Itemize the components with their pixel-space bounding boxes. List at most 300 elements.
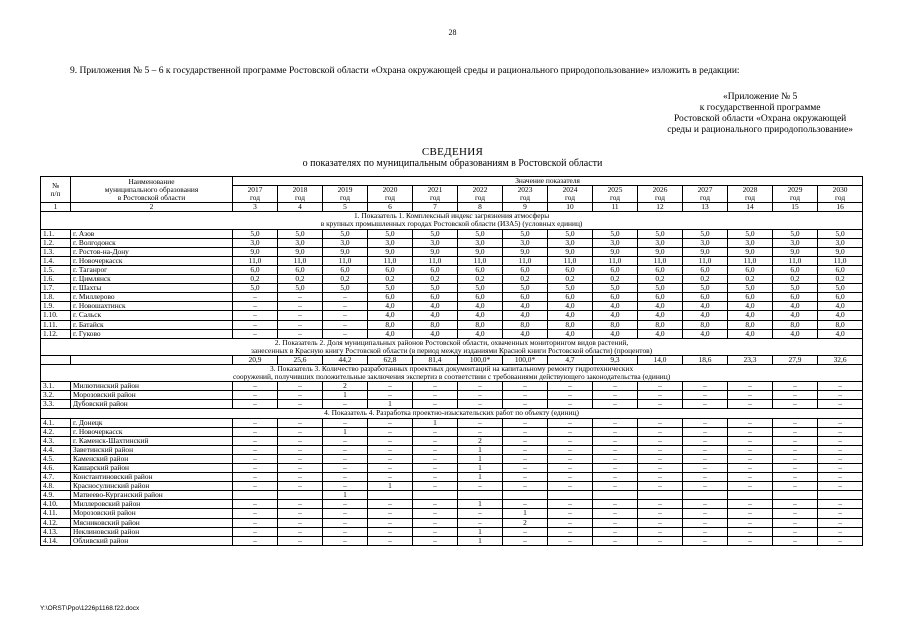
value-cell: 6,0 — [638, 265, 683, 274]
value-cell: 4,0 — [683, 302, 728, 311]
row-name-cell: Миллеровский район — [71, 500, 233, 509]
value-cell: – — [278, 436, 323, 445]
value-cell: 6,0 — [413, 265, 458, 274]
value-cell: 3,0 — [548, 238, 593, 247]
value-cell: 6,0 — [818, 265, 863, 274]
value-cell: 11,0 — [323, 256, 368, 265]
value-cell: – — [773, 382, 818, 391]
value-cell: 5,0 — [548, 284, 593, 293]
value-cell: 4,0 — [818, 329, 863, 338]
value-cell: – — [278, 454, 323, 463]
value-cell: 3,0 — [638, 238, 683, 247]
year-label: 2028 — [742, 185, 758, 195]
value-cell: – — [323, 320, 368, 329]
row-number-cell: 1.9. — [41, 302, 71, 311]
value-cell: 0,2 — [773, 275, 818, 284]
value-cell: – — [323, 482, 368, 491]
value-cell: 6,0 — [233, 265, 278, 274]
column-index-cell: 11 — [593, 203, 638, 212]
value-cell: – — [413, 482, 458, 491]
value-cell: 6,0 — [413, 293, 458, 302]
row-number-cell: 1.4. — [41, 256, 71, 265]
value-cell: 14,0 — [638, 355, 683, 364]
value-cell: – — [818, 391, 863, 400]
column-index-cell: 10 — [548, 203, 593, 212]
value-cell: – — [233, 500, 278, 509]
value-cell: – — [593, 500, 638, 509]
value-cell: 1 — [368, 482, 413, 491]
value-cell: – — [548, 536, 593, 545]
value-cell: 11,0 — [683, 256, 728, 265]
value-cell: – — [728, 382, 773, 391]
value-cell: – — [278, 400, 323, 409]
table-row — [41, 509, 863, 518]
value-cell: – — [233, 293, 278, 302]
section-title-cell: 2. Показатель 2. Доля муниципальных районов Ростовской области, охваченных мониторингом видов растений, занесенных в Красную книгу Ростовской области (в период между изданиями Красной книги Ростовской области) (процентов) — [41, 338, 863, 355]
value-cell: 6,0 — [728, 293, 773, 302]
value-cell: – — [323, 293, 368, 302]
value-cell: – — [548, 427, 593, 436]
year-label: 2023 — [517, 185, 533, 195]
value-cell: – — [503, 382, 548, 391]
value-cell: 8,0 — [773, 320, 818, 329]
value-cell — [413, 491, 458, 500]
year-label: 2018 — [292, 185, 308, 195]
value-cell: – — [773, 427, 818, 436]
value-cell: 9,0 — [683, 247, 728, 256]
value-cell: – — [233, 482, 278, 491]
value-cell — [728, 491, 773, 500]
row-name-cell: Константиновский район — [71, 473, 233, 482]
value-cell: 4,0 — [503, 311, 548, 320]
value-cell: 4,0 — [548, 329, 593, 338]
value-cell: 5,0 — [683, 229, 728, 238]
row-number-cell: 4.13. — [41, 527, 71, 536]
value-cell — [278, 491, 323, 500]
value-cell: 11,0 — [503, 256, 548, 265]
value-cell: – — [638, 473, 683, 482]
value-cell: – — [323, 454, 368, 463]
value-cell: – — [413, 464, 458, 473]
value-cell: – — [683, 454, 728, 463]
row-number-cell: 4.11. — [41, 509, 71, 518]
value-cell: 9,0 — [773, 247, 818, 256]
value-cell: 4,0 — [773, 311, 818, 320]
value-cell: 5,0 — [323, 284, 368, 293]
value-cell: 6,0 — [548, 293, 593, 302]
value-cell: – — [413, 382, 458, 391]
row-number-cell: 1.11. — [41, 320, 71, 329]
value-cell: – — [818, 464, 863, 473]
year-unit: год — [835, 193, 846, 203]
row-name-cell: Кашарский район — [71, 464, 233, 473]
value-cell: – — [413, 436, 458, 445]
subtitle: о показателях по муниципальным образованиям в Ростовской области — [302, 158, 603, 169]
row-name-cell: г. Волгодонск — [71, 238, 233, 247]
value-cell: – — [278, 311, 323, 320]
value-cell: 11,0 — [458, 256, 503, 265]
row-name-cell: Заветинский район — [71, 445, 233, 454]
column-index-cell: 1 — [41, 203, 71, 212]
header-year-cell — [323, 186, 368, 203]
value-cell: – — [638, 436, 683, 445]
value-cell: – — [503, 464, 548, 473]
value-cell: 1 — [458, 445, 503, 454]
value-cell: – — [683, 509, 728, 518]
year-unit: год — [429, 193, 441, 203]
section-title-row — [41, 409, 863, 418]
value-cell: 6,0 — [458, 293, 503, 302]
header-num-cell: № п/п — [41, 177, 71, 203]
value-cell: 0,2 — [278, 275, 323, 284]
value-cell: – — [233, 418, 278, 427]
year-unit: год — [564, 193, 576, 203]
row-name-cell: Морозовский район — [71, 509, 233, 518]
table-row — [41, 391, 863, 400]
value-cell: – — [368, 536, 413, 545]
value-cell: – — [728, 482, 773, 491]
section-title-cell: 1. Показатель 1. Комплексный индекс загрязнения атмосферы в крупных промышленных городах Ростовской области (ИЗА5) (условных единиц) — [41, 212, 863, 229]
value-cell: 9,0 — [503, 247, 548, 256]
value-cell: – — [773, 527, 818, 536]
value-cell: – — [233, 464, 278, 473]
value-cell: – — [773, 418, 818, 427]
value-cell: 2 — [323, 382, 368, 391]
value-cell: – — [728, 427, 773, 436]
value-cell: – — [818, 536, 863, 545]
value-cell: 3,0 — [413, 238, 458, 247]
table-row — [41, 382, 863, 391]
value-cell: 3,0 — [818, 238, 863, 247]
table-row — [41, 482, 863, 491]
value-cell: 4,0 — [503, 329, 548, 338]
value-cell: 8,0 — [368, 320, 413, 329]
value-cell: – — [233, 454, 278, 463]
value-cell: 1 — [323, 391, 368, 400]
value-cell: 6,0 — [593, 265, 638, 274]
value-cell: – — [728, 400, 773, 409]
appendix-line: «Приложение № 5 — [722, 92, 798, 102]
value-cell: – — [413, 445, 458, 454]
value-cell: – — [548, 445, 593, 454]
value-cell — [638, 491, 683, 500]
year-unit: год — [339, 193, 351, 203]
value-cell: – — [548, 454, 593, 463]
value-cell: 1 — [458, 527, 503, 536]
row-number-cell: 1.1. — [41, 229, 71, 238]
year-unit: год — [474, 193, 486, 203]
row-name-cell: г. Донецк — [71, 418, 233, 427]
value-cell: – — [323, 329, 368, 338]
value-cell: – — [728, 536, 773, 545]
value-cell: – — [593, 473, 638, 482]
value-cell: – — [368, 391, 413, 400]
value-cell: 3,0 — [368, 238, 413, 247]
value-cell: 8,0 — [593, 320, 638, 329]
value-cell: – — [638, 445, 683, 454]
value-cell: – — [548, 518, 593, 527]
table-row — [41, 418, 863, 427]
value-cell: – — [278, 427, 323, 436]
value-cell: – — [368, 464, 413, 473]
value-cell: – — [548, 473, 593, 482]
table-body — [41, 177, 863, 546]
value-cell: – — [233, 302, 278, 311]
header-name-cell: Наименование муниципального образования в Ростовской области — [71, 177, 233, 203]
value-cell: – — [323, 527, 368, 536]
value-cell: – — [278, 536, 323, 545]
value-cell: – — [728, 445, 773, 454]
value-cell: 4,0 — [548, 311, 593, 320]
value-cell: 11,0 — [638, 256, 683, 265]
value-cell: 0,2 — [548, 275, 593, 284]
row-name-cell: Красносулинский район — [71, 482, 233, 491]
value-cell: – — [458, 509, 503, 518]
value-cell: – — [593, 427, 638, 436]
value-cell: – — [278, 464, 323, 473]
value-cell: 27,9 — [773, 355, 818, 364]
value-cell: – — [638, 400, 683, 409]
value-cell: 0,2 — [683, 275, 728, 284]
value-cell: – — [233, 320, 278, 329]
row-number-cell: 4.12. — [41, 518, 71, 527]
value-cell: – — [683, 527, 728, 536]
value-cell: 11,0 — [773, 256, 818, 265]
table-row — [41, 536, 863, 545]
value-cell: 6,0 — [458, 265, 503, 274]
table-row — [41, 302, 863, 311]
year-label: 2027 — [697, 185, 713, 195]
value-cell: 100,0* — [458, 355, 503, 364]
value-cell: – — [818, 418, 863, 427]
value-cell: – — [278, 320, 323, 329]
value-cell: 9,0 — [413, 247, 458, 256]
column-index-cell: 9 — [503, 203, 548, 212]
value-cell: 5,0 — [368, 229, 413, 238]
value-cell: 3,0 — [683, 238, 728, 247]
value-cell: 4,7 — [548, 355, 593, 364]
value-cell: – — [593, 445, 638, 454]
value-cell: 81,4 — [413, 355, 458, 364]
table-row — [41, 256, 863, 265]
table-row — [41, 518, 863, 527]
year-unit: год — [294, 193, 306, 203]
value-cell: – — [458, 382, 503, 391]
row-number-cell: 3.2. — [41, 391, 71, 400]
value-cell: 1 — [458, 500, 503, 509]
value-cell: 9,3 — [593, 355, 638, 364]
appendix-line: среды и рационального природопользование» — [667, 125, 853, 135]
value-cell: – — [233, 311, 278, 320]
value-cell: – — [683, 436, 728, 445]
file-path-footer: Y:\ORST\Ppo\1226p1168.f22.docx — [40, 605, 140, 612]
value-cell: – — [818, 500, 863, 509]
value-cell: – — [818, 382, 863, 391]
value-cell: – — [773, 436, 818, 445]
row-name-cell: Дубовский район — [71, 400, 233, 409]
value-cell: – — [638, 500, 683, 509]
value-cell: – — [683, 518, 728, 527]
row-number-cell: 1.5. — [41, 265, 71, 274]
value-cell: – — [368, 527, 413, 536]
column-index-cell: 4 — [278, 203, 323, 212]
value-cell: – — [233, 509, 278, 518]
value-cell: – — [548, 418, 593, 427]
value-cell: – — [728, 500, 773, 509]
value-cell: 9,0 — [278, 247, 323, 256]
value-cell: 9,0 — [458, 247, 503, 256]
value-cell: 11,0 — [278, 256, 323, 265]
value-cell: – — [278, 382, 323, 391]
value-cell: – — [368, 436, 413, 445]
value-cell: – — [773, 464, 818, 473]
column-index-cell: 13 — [683, 203, 728, 212]
value-cell: 5,0 — [458, 284, 503, 293]
value-cell: 5,0 — [818, 229, 863, 238]
value-cell: – — [548, 464, 593, 473]
value-cell: 5,0 — [683, 284, 728, 293]
table-row — [41, 355, 863, 364]
value-cell: 4,0 — [458, 329, 503, 338]
table-row — [41, 400, 863, 409]
row-name-cell: г. Шахты — [71, 284, 233, 293]
row-name-cell: г. Азов — [71, 229, 233, 238]
value-cell: 4,0 — [413, 311, 458, 320]
value-cell — [233, 491, 278, 500]
year-unit: год — [609, 193, 621, 203]
row-number-cell: 1.10. — [41, 311, 71, 320]
year-label: 2017 — [247, 185, 263, 195]
value-cell: 4,0 — [593, 329, 638, 338]
value-cell: – — [818, 436, 863, 445]
value-cell: – — [278, 527, 323, 536]
row-number-cell: 4.6. — [41, 464, 71, 473]
value-cell: 4,0 — [773, 302, 818, 311]
year-unit: год — [654, 193, 666, 203]
value-cell: – — [323, 536, 368, 545]
value-cell: 5,0 — [593, 229, 638, 238]
header-year-cell — [503, 186, 548, 203]
section-title-row — [41, 338, 863, 355]
value-cell: 9,0 — [323, 247, 368, 256]
value-cell: – — [773, 400, 818, 409]
value-cell: – — [728, 473, 773, 482]
row-number-cell: 1.12. — [41, 329, 71, 338]
value-cell: 6,0 — [818, 293, 863, 302]
value-cell: 8,0 — [683, 320, 728, 329]
row-number-cell: 4.10. — [41, 500, 71, 509]
value-cell: – — [683, 464, 728, 473]
value-cell: 100,0* — [503, 355, 548, 364]
year-label: 2029 — [787, 185, 803, 195]
row-number-cell: 4.14. — [41, 536, 71, 545]
value-cell: – — [638, 382, 683, 391]
value-cell: 11,0 — [233, 256, 278, 265]
value-cell: – — [548, 482, 593, 491]
row-name-cell: г. Каменск-Шахтинский — [71, 436, 233, 445]
year-label: 2026 — [652, 185, 668, 195]
row-name-cell: г. Цимлянск — [71, 275, 233, 284]
value-cell: 0,2 — [368, 275, 413, 284]
row-number-cell: 1.2. — [41, 238, 71, 247]
value-cell: 6,0 — [638, 293, 683, 302]
value-cell: 9,0 — [548, 247, 593, 256]
column-index-cell: 5 — [323, 203, 368, 212]
header-year-cell — [368, 186, 413, 203]
year-label: 2024 — [562, 185, 578, 195]
value-cell: – — [548, 436, 593, 445]
row-name-cell: г. Сальск — [71, 311, 233, 320]
column-index-cell: 14 — [728, 203, 773, 212]
value-cell: 5,0 — [773, 229, 818, 238]
value-cell: – — [278, 302, 323, 311]
value-cell: – — [323, 311, 368, 320]
value-cell: 0,2 — [818, 275, 863, 284]
appendix-line: Ростовской области «Охрана окружающей — [673, 114, 847, 124]
value-cell: – — [593, 418, 638, 427]
value-cell: 4,0 — [638, 302, 683, 311]
value-cell: 1 — [368, 400, 413, 409]
value-cell: – — [458, 482, 503, 491]
value-cell: – — [683, 445, 728, 454]
value-cell: 20,9 — [233, 355, 278, 364]
value-cell: – — [683, 382, 728, 391]
value-cell: – — [323, 418, 368, 427]
column-index-cell: 6 — [368, 203, 413, 212]
value-cell: – — [458, 391, 503, 400]
value-cell: 32,6 — [818, 355, 863, 364]
value-cell — [548, 491, 593, 500]
value-cell: – — [503, 454, 548, 463]
value-cell: 44,2 — [323, 355, 368, 364]
value-cell: 5,0 — [773, 284, 818, 293]
value-cell: 6,0 — [323, 265, 368, 274]
value-cell: 11,0 — [368, 256, 413, 265]
year-unit: год — [519, 193, 531, 203]
value-cell: – — [593, 391, 638, 400]
value-cell: – — [278, 509, 323, 518]
value-cell: – — [683, 391, 728, 400]
column-index-cell: 16 — [818, 203, 863, 212]
value-cell: 3,0 — [773, 238, 818, 247]
value-cell: 2 — [503, 518, 548, 527]
row-number-cell: 3.3. — [41, 400, 71, 409]
value-cell: – — [638, 464, 683, 473]
value-cell — [773, 491, 818, 500]
value-cell: – — [593, 436, 638, 445]
value-cell: 0,2 — [323, 275, 368, 284]
value-cell: 3,0 — [728, 238, 773, 247]
value-cell: 6,0 — [683, 265, 728, 274]
value-cell: – — [638, 391, 683, 400]
value-cell — [458, 491, 503, 500]
value-cell: – — [233, 391, 278, 400]
value-cell: 4,0 — [638, 329, 683, 338]
value-cell: – — [413, 427, 458, 436]
value-cell — [368, 491, 413, 500]
row-name-cell: г. Новочеркасск — [71, 256, 233, 265]
value-cell: – — [548, 500, 593, 509]
header-year-cell — [638, 186, 683, 203]
header-row — [41, 177, 863, 186]
value-cell: – — [278, 418, 323, 427]
value-cell: 4,0 — [683, 329, 728, 338]
section-title-cell: 4. Показатель 4. Разработка проектно-изыскательских работ по объекту (единиц) — [41, 409, 863, 418]
section-title-cell: 3. Показатель 3. Количество разработанных проектных документаций на капитальному ремонту гидротехнических сооружений, получивших положительные заключения экспертиз в соответствии с требованиями действующего законодательства (единиц) — [41, 364, 863, 381]
value-cell: – — [503, 536, 548, 545]
table-row — [41, 247, 863, 256]
table-row — [41, 275, 863, 284]
